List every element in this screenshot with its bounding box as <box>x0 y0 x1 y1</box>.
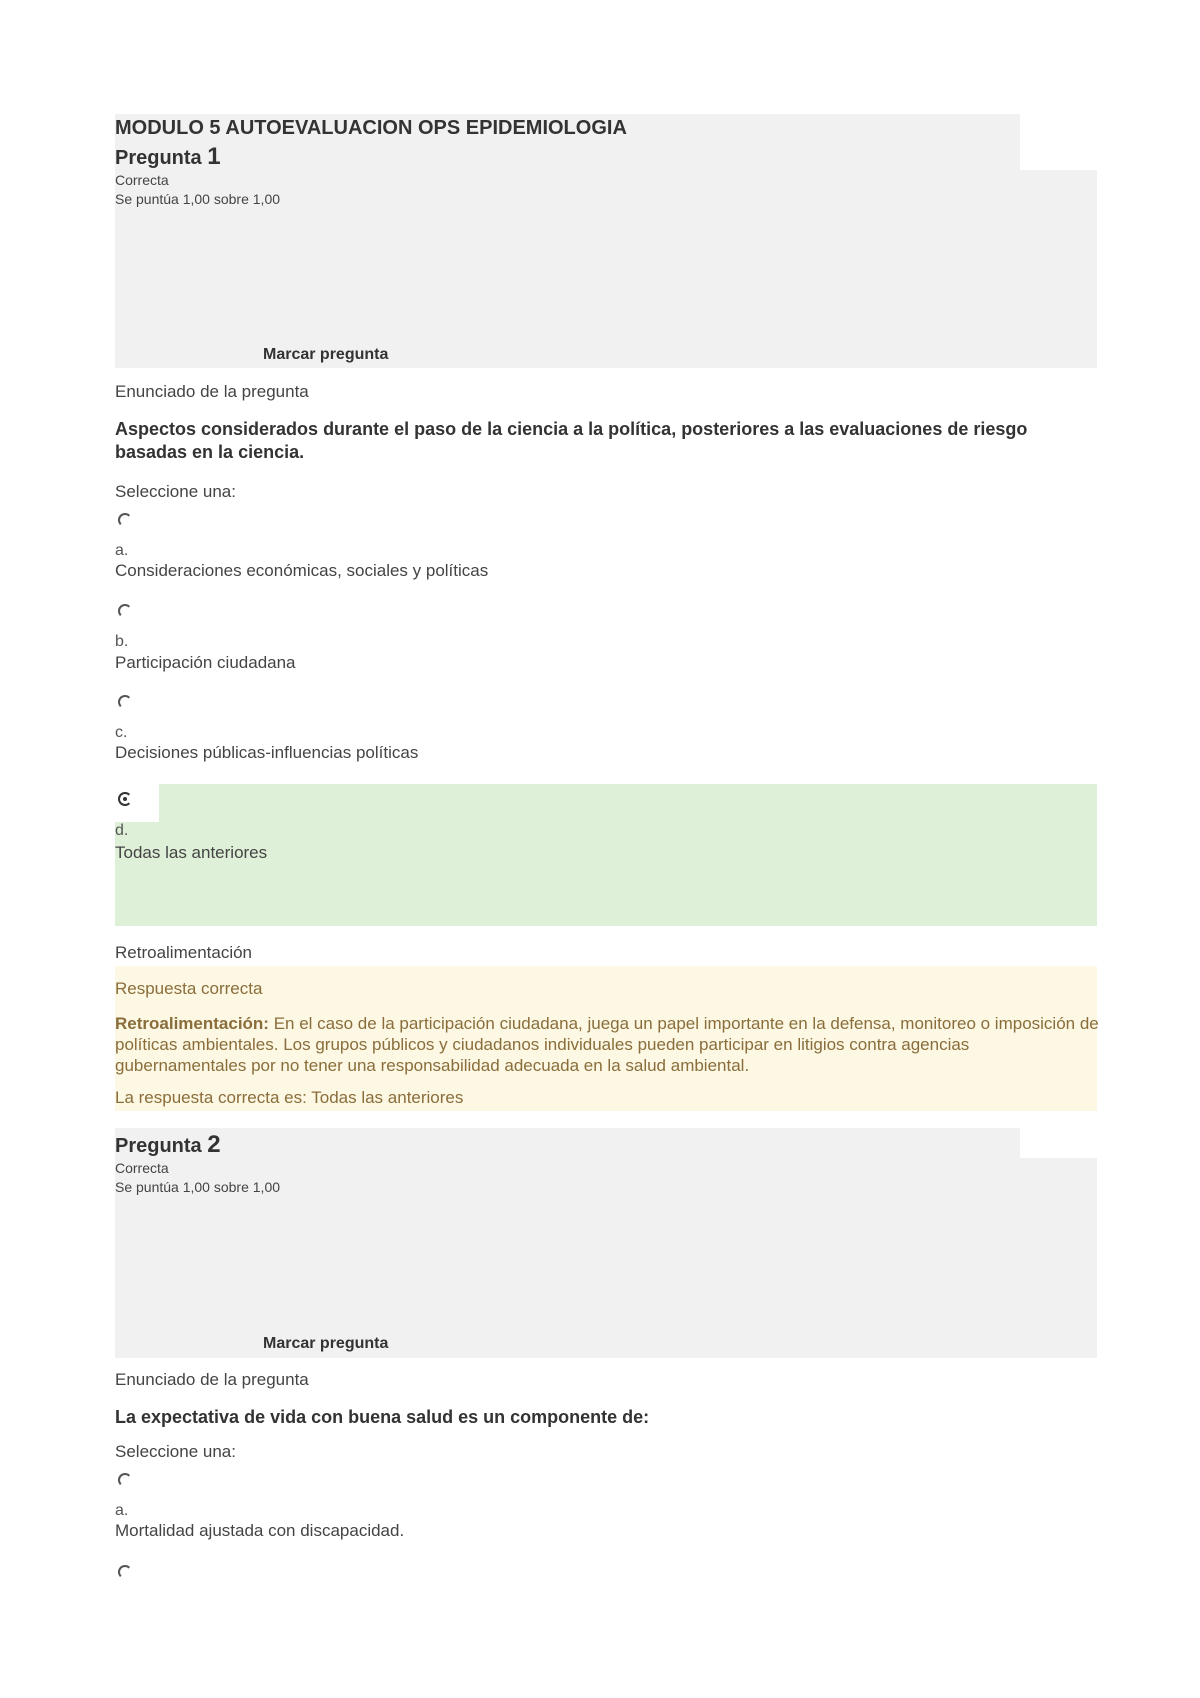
question-2-select-label: Seleccione una: <box>115 1442 236 1461</box>
question-1-option-a-radio[interactable] <box>118 513 132 527</box>
question-2-option-b-radio[interactable] <box>118 1565 132 1579</box>
question-1-text: Aspectos considerados durante el paso de la ciencia a la política, posteriores a las evaluaciones de riesgo basadas en la ciencia. <box>115 419 1028 462</box>
question-2-status: Correcta <box>115 1160 169 1176</box>
question-1-option-b-radio[interactable] <box>118 604 132 618</box>
question-2-option-a-text[interactable]: Mortalidad ajustada con discapacidad. <box>115 1521 405 1540</box>
question-1-feedback-strong: Retroalimentación: <box>115 1014 269 1033</box>
question-1-flag-button[interactable]: Marcar pregunta <box>263 346 389 363</box>
question-2-option-a-letter: a. <box>115 1502 129 1519</box>
question-1-score: Se puntúa 1,00 sobre 1,00 <box>115 191 281 207</box>
question-1-option-d-radio[interactable] <box>118 792 132 806</box>
question-2-heading <box>115 1131 221 1159</box>
question-2-number: 2 <box>207 1131 221 1158</box>
question-1-number: 1 <box>207 143 221 170</box>
question-1-option-c-text[interactable]: Decisiones públicas-influencias políticas <box>115 743 419 762</box>
question-1-statement-label: Enunciado de la pregunta <box>115 382 309 401</box>
question-1-option-a-text[interactable]: Consideraciones económicas, sociales y políticas <box>115 561 489 580</box>
document-title: MODULO 5 AUTOEVALUACION OPS EPIDEMIOLOGIA <box>115 117 627 139</box>
question-1-feedback-text <box>115 1013 1100 1076</box>
question-1-option-d-letter: d. <box>115 822 129 839</box>
question-1-option-b-text[interactable]: Participación ciudadana <box>115 653 296 672</box>
question-1-status: Correcta <box>115 172 169 188</box>
question-2-heading-band <box>115 1128 1020 1158</box>
question-1-option-a-letter: a. <box>115 542 129 559</box>
question-1-feedback-right-answer: La respuesta correcta es: Todas las anteriores <box>115 1088 464 1107</box>
question-1-feedback-label: Retroalimentación <box>115 943 253 962</box>
question-1-feedback-body: En el caso de la participación ciudadana, juega un papel importante en la defensa, monitoreo o imposición de políticas ambientales. Los grupos públicos y ciudadanos individuales pueden participar en litigios contra agencias gubernamentales por no tener una responsabilidad adecuada en la salud ambiental. <box>115 1014 1099 1075</box>
question-2-statement-label: Enunciado de la pregunta <box>115 1370 309 1389</box>
question-2-option-a-radio[interactable] <box>118 1473 132 1487</box>
question-2-flag-button[interactable]: Marcar pregunta <box>263 1335 389 1352</box>
question-1-heading <box>115 143 221 171</box>
question-2-text: La expectativa de vida con buena salud es un componente de: <box>115 1407 650 1427</box>
question-1-option-d-text[interactable]: Todas las anteriores <box>115 843 268 862</box>
question-1-heading-label: Pregunta <box>115 147 202 169</box>
question-2-score: Se puntúa 1,00 sobre 1,00 <box>115 1179 281 1195</box>
question-1-select-label: Seleccione una: <box>115 482 236 501</box>
question-1-feedback-result: Respuesta correcta <box>115 979 263 998</box>
question-1-option-b-letter: b. <box>115 633 129 650</box>
question-2-heading-label: Pregunta <box>115 1135 202 1157</box>
question-1-option-c-letter: c. <box>115 724 128 741</box>
question-1-option-c-radio[interactable] <box>118 695 132 709</box>
